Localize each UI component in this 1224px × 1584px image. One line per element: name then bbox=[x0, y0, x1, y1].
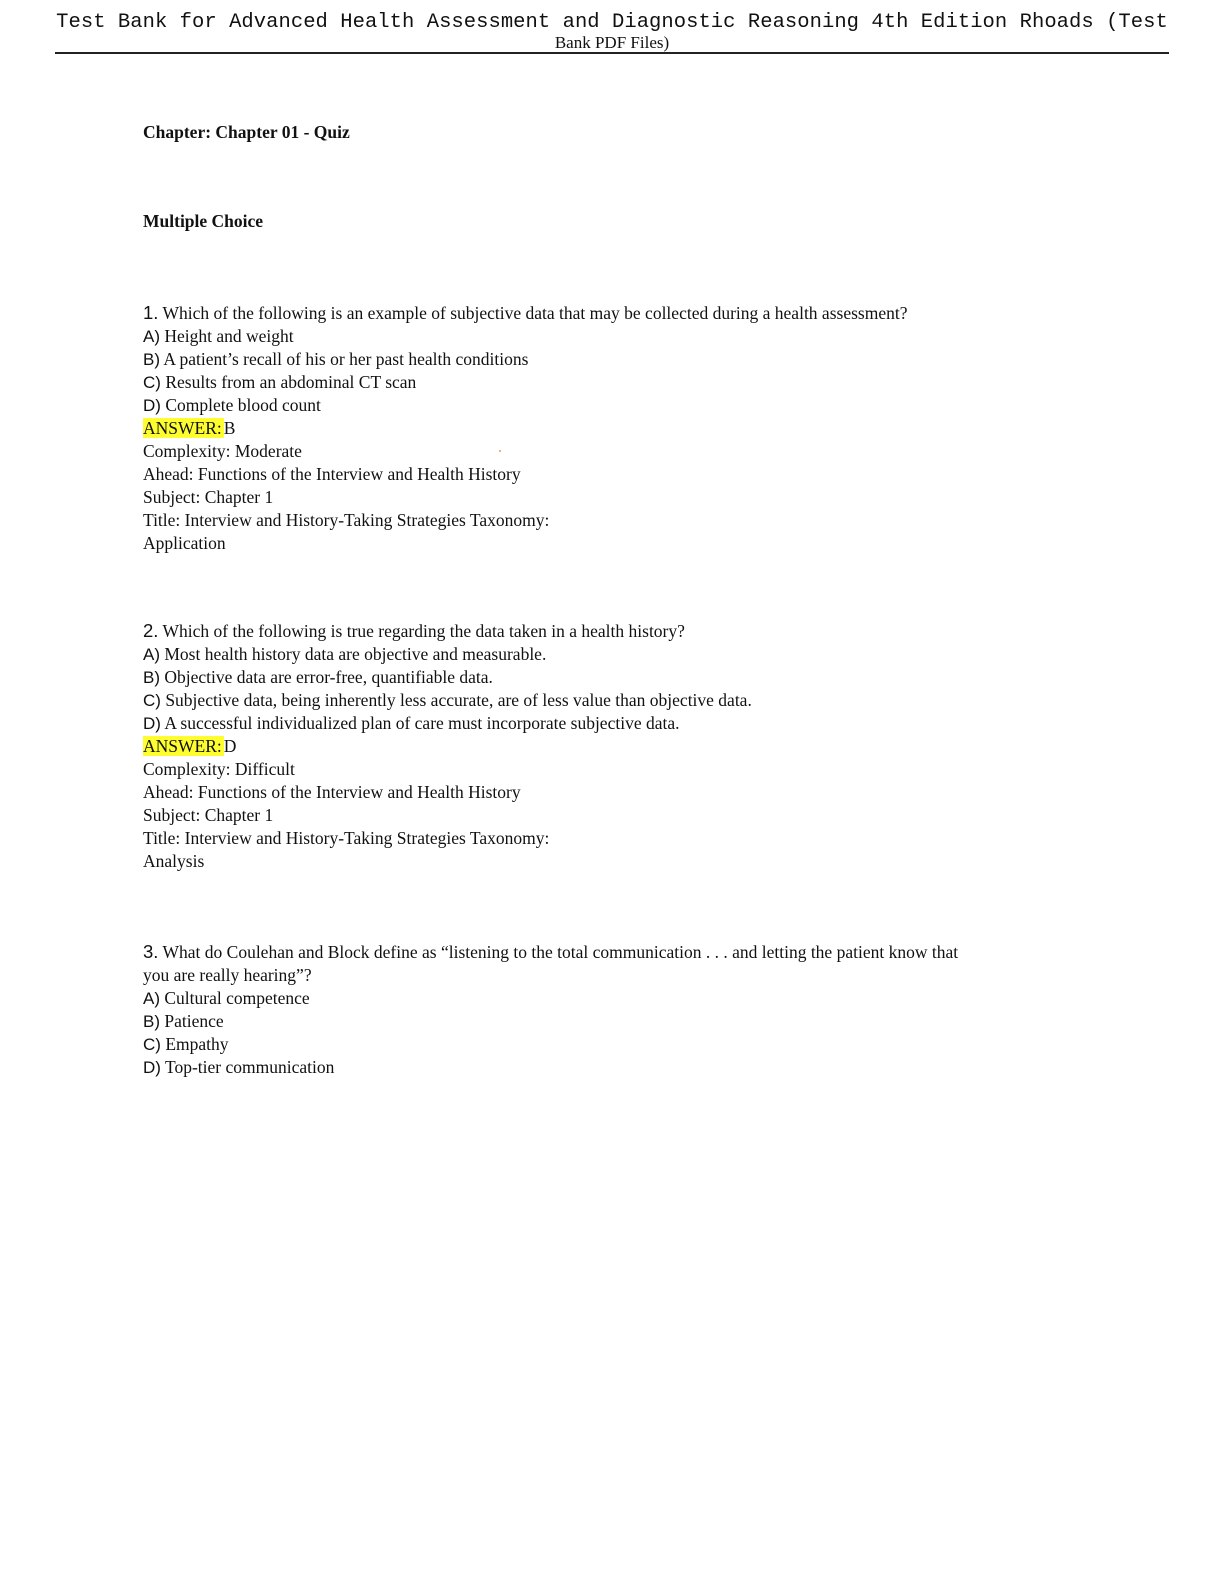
option-text: Height and weight bbox=[164, 326, 294, 346]
section-title: Multiple Choice bbox=[143, 211, 264, 231]
subject: Subject: Chapter 1 bbox=[143, 805, 274, 825]
option-text: Results from an abdominal CT scan bbox=[165, 372, 417, 392]
title-taxonomy: Title: Interview and History-Taking Strategies Taxonomy: bbox=[143, 510, 550, 530]
answer-value: B bbox=[223, 418, 236, 438]
ahead: Ahead: Functions of the Interview and Health History bbox=[143, 464, 521, 484]
question-1 bbox=[143, 301, 1023, 555]
header-divider bbox=[55, 52, 1169, 54]
subject: Subject: Chapter 1 bbox=[143, 487, 274, 507]
question-1-stem bbox=[143, 301, 1023, 325]
option-letter: A) bbox=[143, 327, 160, 346]
option-text: A patient’s recall of his or her past health conditions bbox=[163, 349, 529, 369]
option-c bbox=[143, 689, 1023, 712]
chapter-title: Chapter: Chapter 01 - Quiz bbox=[143, 122, 350, 142]
option-d bbox=[143, 712, 1023, 735]
question-number: 1. bbox=[143, 302, 159, 323]
option-text: Cultural competence bbox=[164, 988, 310, 1008]
option-text: Top-tier communication bbox=[165, 1057, 335, 1077]
option-letter: D) bbox=[143, 1058, 161, 1077]
option-b bbox=[143, 666, 1023, 689]
question-text: Which of the following is true regarding the data taken in a health history? bbox=[162, 621, 685, 641]
taxonomy-value: Application bbox=[143, 533, 226, 553]
title-taxonomy: Title: Interview and History-Taking Strategies Taxonomy: bbox=[143, 828, 550, 848]
question-number: 3. bbox=[143, 941, 159, 962]
option-text: Empathy bbox=[165, 1034, 229, 1054]
taxonomy-value: Analysis bbox=[143, 851, 205, 871]
answer-label: ANSWER: bbox=[143, 418, 222, 438]
option-b bbox=[143, 348, 1023, 371]
complexity: Complexity: Moderate bbox=[143, 441, 302, 461]
option-text: Patience bbox=[164, 1011, 224, 1031]
option-letter: C) bbox=[143, 1035, 161, 1054]
option-letter: B) bbox=[143, 668, 160, 687]
answer-line bbox=[143, 735, 1023, 758]
page-header bbox=[0, 10, 1224, 52]
question-2 bbox=[143, 619, 1023, 873]
question-number: 2. bbox=[143, 620, 159, 641]
option-letter: C) bbox=[143, 373, 161, 392]
question-2-stem bbox=[143, 619, 1023, 643]
option-text: Objective data are error-free, quantifiable data. bbox=[164, 667, 493, 687]
header-title-line1: Test Bank for Advanced Health Assessment and Diagnostic Reasoning 4th Edition Rhoads (Test bbox=[56, 11, 1168, 34]
complexity: Complexity: Difficult bbox=[143, 759, 295, 779]
option-letter: D) bbox=[143, 714, 161, 733]
option-letter: D) bbox=[143, 396, 161, 415]
answer-value: D bbox=[223, 736, 237, 756]
question-3 bbox=[143, 940, 1023, 1079]
answer-line bbox=[143, 417, 1023, 440]
option-letter: B) bbox=[143, 350, 160, 369]
option-d bbox=[143, 1056, 1023, 1079]
option-a bbox=[143, 325, 1023, 348]
ahead: Ahead: Functions of the Interview and Health History bbox=[143, 782, 521, 802]
option-a bbox=[143, 987, 1023, 1010]
question-3-stem bbox=[143, 940, 963, 987]
option-d bbox=[143, 394, 1023, 417]
option-text: Complete blood count bbox=[165, 395, 321, 415]
option-letter: A) bbox=[143, 989, 160, 1008]
option-letter: B) bbox=[143, 1012, 160, 1031]
header-title-line2: Bank PDF Files) bbox=[554, 33, 670, 52]
option-c bbox=[143, 1033, 1023, 1056]
option-a bbox=[143, 643, 1023, 666]
option-text: A successful individualized plan of care must incorporate subjective data. bbox=[164, 713, 680, 733]
option-b bbox=[143, 1010, 1023, 1033]
option-letter: A) bbox=[143, 645, 160, 664]
answer-label: ANSWER: bbox=[143, 736, 222, 756]
option-letter: C) bbox=[143, 691, 161, 710]
question-text: Which of the following is an example of subjective data that may be collected during a health assessment? bbox=[162, 303, 908, 323]
option-text: Subjective data, being inherently less accurate, are of less value than objective data. bbox=[165, 690, 752, 710]
option-c bbox=[143, 371, 1023, 394]
question-text: What do Coulehan and Block define as “listening to the total communication . . . and letting the patient know that you are really hearing”? bbox=[143, 942, 959, 985]
stray-mark bbox=[499, 450, 501, 452]
option-text: Most health history data are objective and measurable. bbox=[164, 644, 547, 664]
